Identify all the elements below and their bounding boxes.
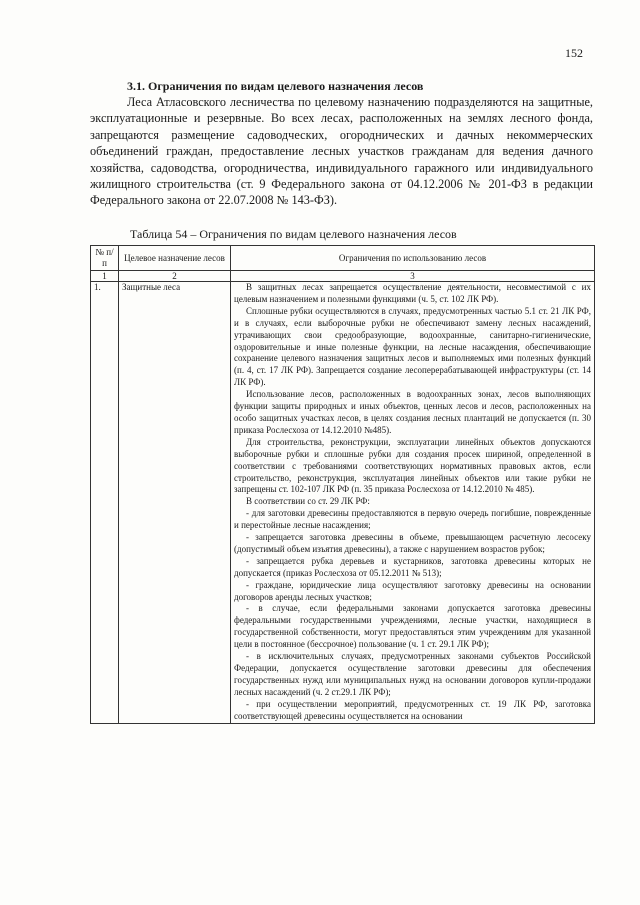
intro-paragraph: Леса Атласовского лесничества по целевому назначению подразделяются на защитные, эксплуатационные и резервные. Во всех лесах, расположенных на землях лесного фонда, запрещаются размещение садоводческих, огороднических и дачных некоммерческих объединений граждан, предоставление лесных участков гражданам для ведения дачного хозяйства, садоводства, огородничества, индивидуального гаражного или индивидуального жилищного строительства (ст. 9 Федерального закона от 04.12.2006 № 201-ФЗ в редакции Федерального закона от 22.07.2008 № 143-ФЗ). [90,95,593,208]
table-caption: Таблица 54 – Ограничения по видам целевого назначения лесов [130,227,457,241]
row-restrictions [231,282,595,724]
header-purpose: Целевое назначение лесов [119,246,231,271]
row-number: 1. [91,282,119,724]
restriction-paragraph: Для строительства, реконструкции, эксплуатации линейных объектов допускаются выборочные рубки и сплошные рубки для создания просек шириной, определенной в соответствии с требованиями соответствующих нормативных правовых актов, если строительство, реконструкция, эксплуатация линейных объектов или такие рубки не запрещены ст. 102-107 ЛК РФ (п. 35 приказа Рослесхоза от 14.12.2010 № 485). [234,436,591,495]
restriction-paragraph: Сплошные рубки осуществляются в случаях, предусмотренных частью 5.1 ст. 21 ЛК РФ, и в случаях, если выборочные рубки не обеспечивают замену лесных насаждений, утрачивающих свои средообразующие, водоохранные, санитарно-гигиенические, оздоровительные и иные полезные функции, на лесные насаждения, обеспечивающие сохранение целевого назначения защитных лесов и выполняемых ими полезных функций (п. 4, ст. 17 ЛК РФ). Запрещается создание лесоперерабатывающей инфраструктуры (ст. 14 ЛК РФ). [234,305,591,388]
restriction-paragraph: - для заготовки древесины предоставляются в первую очередь погибшие, поврежденные и перестойные лесные насаждения; [234,508,591,531]
column-number-row [91,271,595,282]
row-purpose: Защитные леса [119,282,231,724]
col-number-1: 1 [91,271,119,282]
restriction-paragraph: В защитных лесах запрещается осуществление деятельности, несовместимой с их целевым назначением и полезными функциями (ч. 5, ст. 102 ЛК РФ). [234,282,591,304]
header-restrictions: Ограничения по использованию лесов [231,246,595,271]
restriction-paragraph: - в случае, если федеральными законами допускается заготовка древесины федеральными государственными учреждениями, лесные участки, находящиеся в государственной собственности, могут предоставляться этим учреждениям для указанной цели в постоянное (бессрочное) пользование (ч. 1 ст. 29.1 ЛК РФ); [234,603,591,650]
header-number: № п/п [91,246,119,271]
restriction-paragraph: - при осуществлении мероприятий, предусмотренных ст. 19 ЛК РФ, заготовка соответствующей древесины осуществляется на основании [234,698,591,721]
restriction-paragraph: - граждане, юридические лица осуществляют заготовку древесины на основании договоров аренды лесных участков; [234,579,591,602]
restriction-paragraph: - в исключительных случаях, предусмотренных законами субъектов Российской Федерации, допускается осуществление заготовки древесины для обеспечения государственных нужд или муниципальных нужд на основании договоров купли-продажи лесных насаждений (ч. 2 ст.29.1 ЛК РФ); [234,651,591,697]
section-heading: 3.1. Ограничения по видам целевого назначения лесов [127,79,424,93]
restrictions-table [90,245,595,724]
restriction-paragraph: - запрещается рубка деревьев и кустарников, заготовка древесины которых не допускается (приказ Рослесхоза от 05.12.2011 № 513); [234,555,591,578]
col-number-3: 3 [231,271,595,282]
restrictions-text [234,282,591,723]
restriction-paragraph: В соответствии со ст. 29 ЛК РФ: [246,496,370,507]
restriction-paragraph: Использование лесов, расположенных в водоохранных зонах, лесов выполняющих функции защиты природных и иных объектов, ценных лесов и лесов, расположенных на особо защитных участках лесов, в целях создания лесных плантаций не допускается (п. 30 приказа Рослесхоза от 14.12.2010 №485). [234,389,591,435]
col-number-2: 2 [119,271,231,282]
table-header-row [91,246,595,271]
table-row [91,282,595,724]
page-number: 152 [565,46,583,60]
restriction-paragraph: - запрещается заготовка древесины в объеме, превышающем расчетную лесосеку (допустимый объем изъятия древесины), а также с нарушением возрастов рубок; [234,532,591,554]
